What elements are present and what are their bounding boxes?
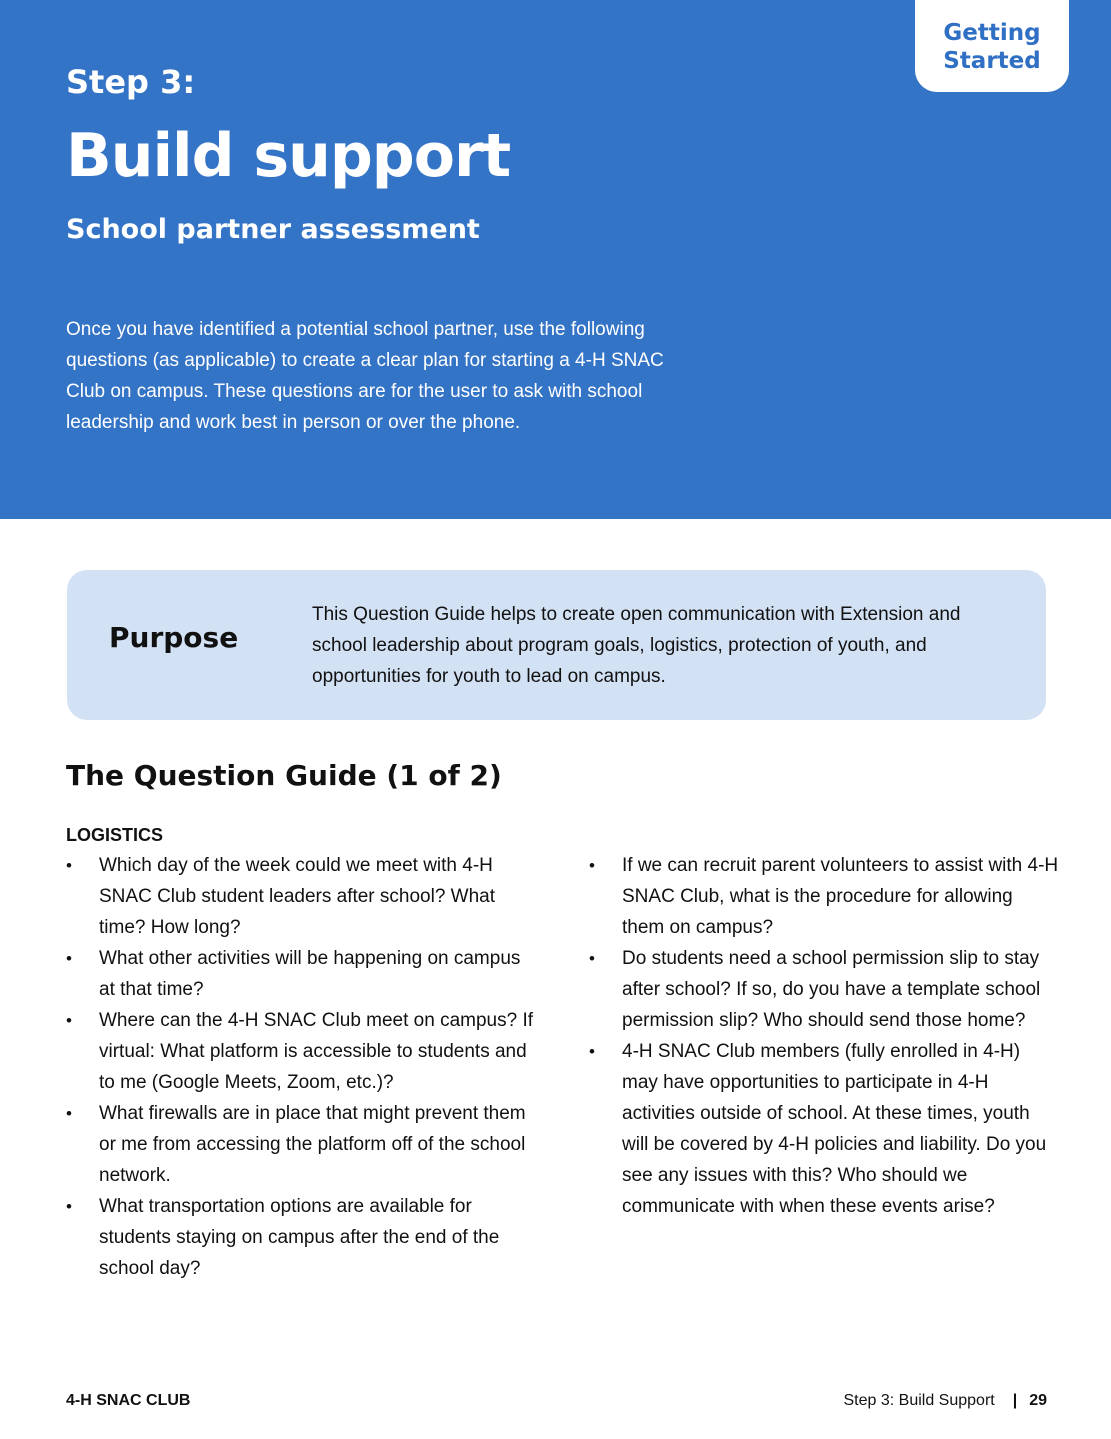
tab-label-line2: Started xyxy=(943,48,1041,74)
page-title: Build support xyxy=(66,121,511,191)
question-item: • If we can recruit parent volunteers to assist with 4-H SNAC Club, what is the procedure for allowing them on campus? xyxy=(589,850,1059,943)
intro-paragraph: Once you have identified a potential school partner, use the following questions (as applicable) to create a clear plan for starting a 4-H SNAC Club on campus. These questions are for the user to ask with school leadership and work best in person or over the phone. xyxy=(66,319,664,433)
hero-banner xyxy=(0,0,1111,519)
page-number: 29 xyxy=(1029,1392,1047,1409)
question-item: • Do students need a school permission slip to stay after school? If so, do you have a template school permission slip? Who should send those home? xyxy=(589,943,1059,1036)
question-item: • Which day of the week could we meet with 4-H SNAC Club student leaders after school? What time? How long? xyxy=(66,850,536,943)
question-item: • What transportation options are available for students staying on campus after the end of the school day? xyxy=(66,1191,536,1284)
question-list-left xyxy=(66,850,536,1284)
question-guide-heading: The Question Guide (1 of 2) xyxy=(66,759,502,792)
footer-separator: | xyxy=(1012,1392,1018,1409)
footer-page-info xyxy=(844,1390,1048,1412)
purpose-box xyxy=(67,570,1046,720)
purpose-heading: Purpose xyxy=(109,621,239,654)
tab-label-line1: Getting xyxy=(943,20,1041,46)
question-item: • What other activities will be happening on campus at that time? xyxy=(66,943,536,1005)
purpose-text: This Question Guide helps to create open communication with Extension and school leadership about program goals, logistics, protection of youth, and opportunities for youth to lead on campus. xyxy=(312,604,961,687)
question-item: • 4-H SNAC Club members (fully enrolled in 4-H) may have opportunities to participate in 4-H activities outside of school. At these times, youth will be covered by 4-H policies and liability. Do you see any issues with this? Who should we communicate with when these events arise? xyxy=(589,1036,1059,1222)
footer-brand: 4-H SNAC CLUB xyxy=(66,1392,191,1409)
question-list-right xyxy=(589,850,1059,1222)
footer-section: Step 3: Build Support xyxy=(843,1392,995,1409)
question-item: • Where can the 4-H SNAC Club meet on campus? If virtual: What platform is accessible to students and to me (Google Meets, Zoom, etc.)? xyxy=(66,1005,536,1098)
getting-started-tab xyxy=(915,0,1069,92)
question-item: • What firewalls are in place that might prevent them or me from accessing the platform off of the school network. xyxy=(66,1098,536,1191)
page-subtitle: School partner assessment xyxy=(66,214,480,245)
logistics-label: LOGISTICS xyxy=(66,825,164,845)
step-label: Step 3: xyxy=(66,63,196,101)
